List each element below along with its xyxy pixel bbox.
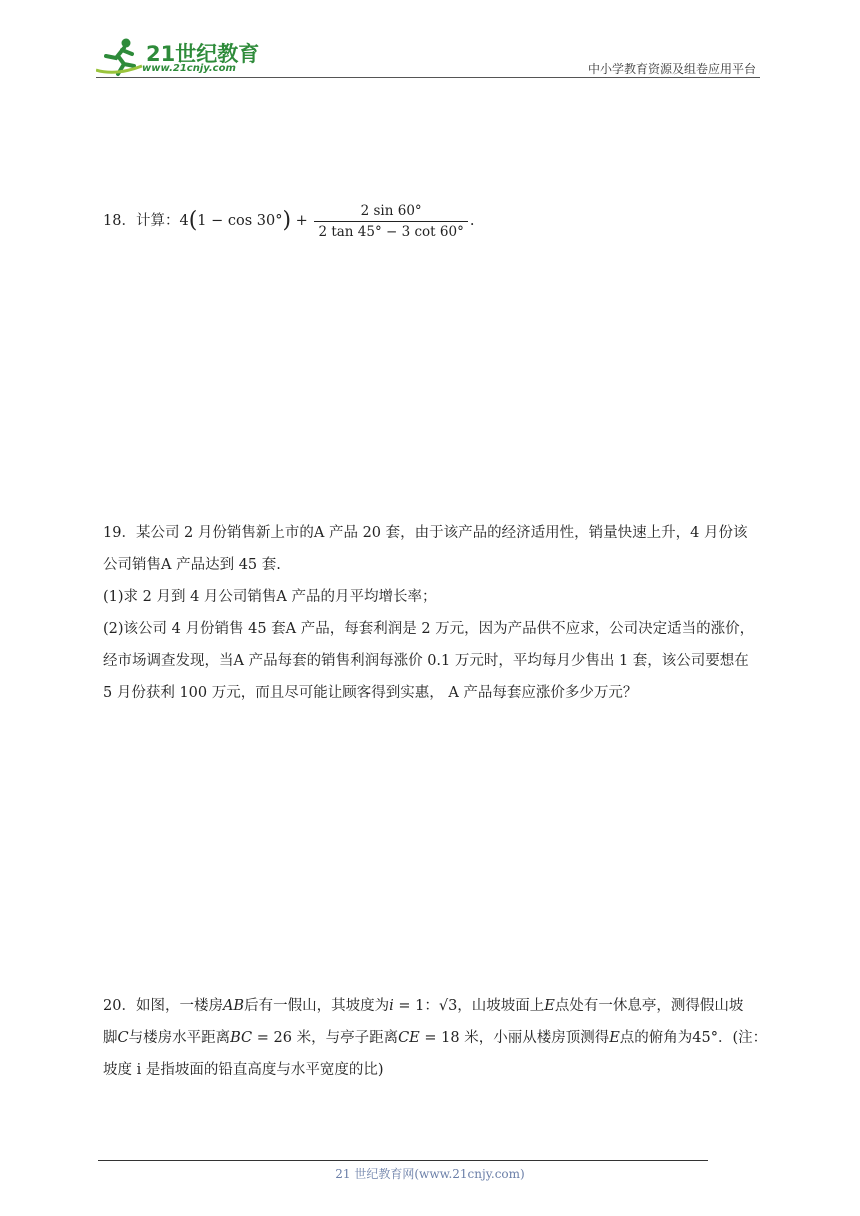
q20-text: = 18 米，小丽从楼房顶测得 [419, 1030, 610, 1046]
q20-text: 后有一假山，其坡度为 [244, 998, 390, 1014]
q19-line: 19．某公司 2 月份销售新上市的A 产品 20 套，由于该产品的经济适用性，销量快速上升，4 月份该 [103, 525, 748, 541]
q20-text: 与楼房水平距离 [128, 1030, 231, 1046]
q19-line: 经市场调查发现，当A 产品每套的销售利润每涨价 0.1 万元时，平均每月少售出 1 套，该公司要想在 [103, 653, 749, 669]
header-divider [96, 77, 760, 78]
q20-var: i [389, 998, 394, 1014]
q20-line-3: 坡度 i 是指坡面的铅直高度与水平宽度的比) [103, 1062, 384, 1078]
question-20 [103, 990, 767, 1086]
q19-line: 公司销售A 产品达到 45 套. [103, 557, 281, 573]
q20-var: C [117, 1030, 129, 1046]
q20-var: E [609, 1030, 620, 1046]
q19-line: (2)该公司 4 月份销售 45 套A 产品，每套利润是 2 万元，因为产品供不应求，公司决定适当的涨价， [103, 621, 755, 637]
question-19 [103, 517, 754, 709]
question-18 [103, 196, 474, 246]
q18-coef: 4 [179, 213, 189, 229]
q19-line: 5 月份获利 100 万元，而且尽可能让顾客得到实惠， A 产品每套应涨价多少万元？ [103, 685, 638, 701]
q20-var: AB [222, 998, 245, 1014]
q20-text: 点处有一休息亭，测得假山坡 [554, 998, 744, 1014]
q18-numerator: 2 sin 60° [360, 202, 422, 219]
footer-divider [98, 1160, 708, 1161]
q19-line: (1)求 2 月到 4 月公司销售A 产品的月平均增长率； [103, 589, 437, 605]
q20-text: = 1：√3，山坡坡面上 [393, 998, 545, 1014]
q18-label: 18．计算： [103, 213, 180, 229]
footer-link[interactable]: 21 世纪教育网(www.21cnjy.com) [335, 1167, 525, 1181]
site-logo[interactable] [96, 36, 266, 80]
q18-denominator: 2 tan 45° − 3 cot 60° [318, 223, 464, 240]
q20-text: 20．如图，一楼房 [103, 998, 223, 1014]
q20-line-1 [103, 990, 767, 1022]
runner-logo-icon [96, 36, 146, 80]
q18-fraction [314, 201, 467, 242]
logo-url: www.21cnjy.com [142, 63, 236, 74]
q20-var: BC [230, 1030, 253, 1046]
q20-text: = 26 米，与亭子距离 [252, 1030, 399, 1046]
q18-paren-open: ( [188, 208, 198, 233]
q18-paren-close: ) [282, 208, 292, 233]
q20-var: E [544, 998, 555, 1014]
logo-name: 21世纪教育 [146, 42, 260, 66]
q20-text: 脚 [103, 1030, 118, 1046]
q20-text: 点的俯角为45°．(注： [619, 1030, 768, 1046]
q20-line-2 [103, 1022, 767, 1054]
platform-tagline: 中小学教育资源及组卷应用平台 [587, 62, 756, 76]
q18-end: . [469, 213, 475, 229]
page-header [96, 36, 760, 80]
q20-var: CE [398, 1030, 420, 1046]
q18-inner: 1 − cos 30° [197, 213, 283, 229]
q18-plus: + [291, 213, 313, 229]
